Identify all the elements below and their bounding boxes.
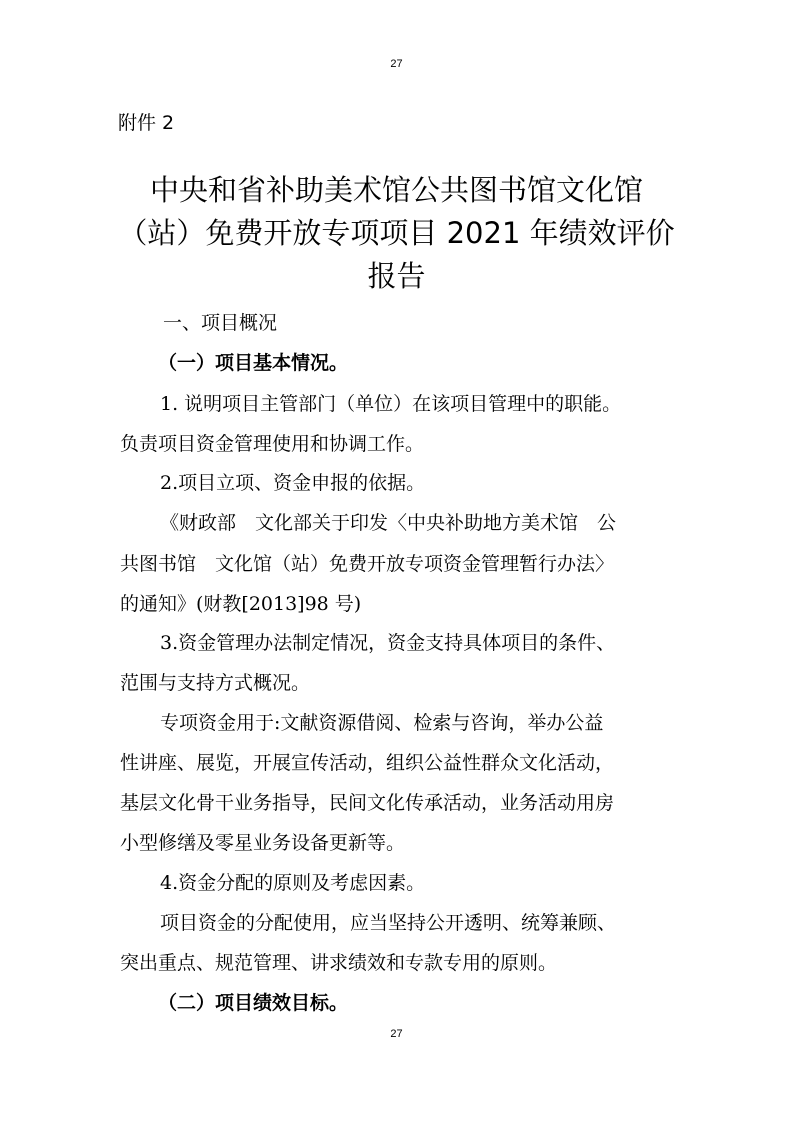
- body-line: 性讲座、展览，开展宣传活动，组织公益性群众文化活动，: [120, 752, 615, 774]
- body-line: 专项资金用于:文献资源借阅、检索与咨询，举办公益: [160, 712, 604, 734]
- body-line: 项目资金的分配使用，应当坚持公开透明、统筹兼顾、: [160, 912, 617, 934]
- body-line: 负责项目资金管理使用和协调工作。: [120, 433, 425, 455]
- body-line: 1. 说明项目主管部门（单位）在该项目管理中的职能。: [160, 393, 622, 415]
- body-line: 2.项目立项、资金申报的依据。: [160, 472, 426, 494]
- body-line: 的通知》(财教[2013]98 号): [120, 593, 362, 615]
- body-line: 基层文化骨干业务指导，民间文化传承活动，业务活动用房: [120, 792, 615, 814]
- subsection-heading: （二）项目绩效目标。: [158, 992, 349, 1014]
- body-line: 3.资金管理办法制定情况，资金支持具体项目的条件、: [160, 632, 616, 654]
- body-line: 小型修缮及零星业务设备更新等。: [120, 832, 406, 854]
- title-line: （站）免费开放专项项目 2021 年绩效评价: [118, 216, 675, 250]
- title-line: 报告: [367, 259, 426, 293]
- attachment-label: 附件 2: [118, 112, 175, 134]
- subsection-heading: （一）项目基本情况。: [158, 352, 349, 374]
- body-line: 《财政部 文化部关于印发〈中央补助地方美术馆 公: [160, 512, 617, 534]
- section-heading: 一、项目概况: [163, 312, 278, 334]
- body-line: 突出重点、规范管理、讲求绩效和专款专用的原则。: [120, 952, 558, 974]
- body-line: 4.资金分配的原则及考虑因素。: [160, 872, 426, 894]
- body-line: 范围与支持方式概况。: [120, 672, 311, 694]
- body-line: 共图书馆 文化馆（站）免费开放专项资金管理暂行办法〉: [120, 553, 615, 575]
- page-number-top: 27: [390, 58, 403, 70]
- title-line: 中央和省补助美术馆公共图书馆文化馆: [149, 173, 643, 207]
- page-number-bottom: 27: [390, 1028, 403, 1040]
